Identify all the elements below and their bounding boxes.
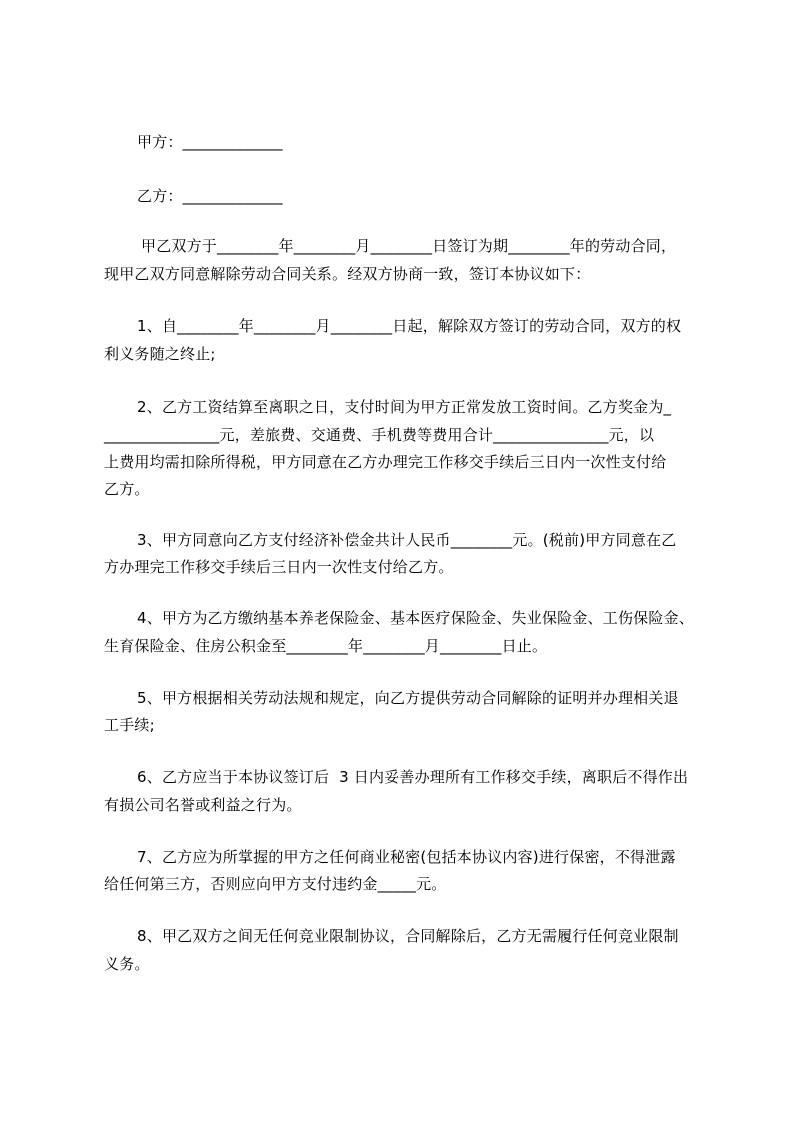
- party-a-line: 甲方：_____________: [137, 133, 283, 151]
- clause-4-line-1: 4、甲方为乙方缴纳基本养老保险金、基本医疗保险金、失业保险金、工伤保险金、: [137, 609, 694, 627]
- clause-5-line-2: 工手续;: [104, 716, 155, 734]
- clause-4-line-2: 生育保险金、住房公积金至________年________月________日止。: [104, 637, 548, 655]
- clause-2-line-3: 上费用均需扣除所得税，甲方同意在乙方办理完工作移交手续后三日内一次性支付给: [104, 453, 667, 471]
- clause-8-line-1: 8、甲乙双方之间无任何竞业限制协议，合同解除后，乙方无需履行任何竞业限制: [137, 927, 679, 945]
- clause-1-line-2: 利义务随之终止;: [104, 345, 216, 363]
- clause-2-line-2: _______________元，差旅费、交通费、手机费等费用合计_______________元，以: [104, 426, 655, 444]
- clause-3-line-1: 3、甲方同意向乙方支付经济补偿金共计人民币________元。(税前)甲方同意在乙: [137, 531, 677, 549]
- intro-line-2: 现甲乙双方同意解除劳动合同关系。经双方协商一致，签订本协议如下：: [104, 265, 591, 283]
- party-b-line: 乙方：_____________: [137, 187, 283, 205]
- clause-3-line-2: 方办理完工作移交手续后三日内一次性支付给乙方。: [104, 558, 454, 576]
- clause-6-line-1: 6、乙方应当于本协议签订后 3 日内妥善办理所有工作移交手续，离职后不得作出: [137, 768, 689, 786]
- clause-8-line-2: 义务。: [104, 955, 150, 973]
- clause-6-line-2: 有损公司名誉或利益之行为。: [104, 796, 302, 814]
- clause-5-line-1: 5、甲方根据相关劳动法规和规定，向乙方提供劳动合同解除的证明并办理相关退: [137, 689, 679, 707]
- clause-2-line-1: 2、乙方工资结算至离职之日，支付时间为甲方正常发放工资时间。乙方奖金为_: [137, 398, 672, 416]
- clause-7-line-1: 7、乙方应为所掌握的甲方之任何商业秘密(包括本协议内容)进行保密，不得泄露: [137, 848, 676, 866]
- clause-1-line-1: 1、自________年________月________日起，解除双方签订的劳动合同，双方的权: [137, 317, 682, 335]
- clause-2-line-4: 乙方。: [104, 480, 150, 498]
- intro-line-1: 甲乙双方于________年________月________日签订为期________年的劳动合同，: [141, 237, 677, 255]
- clause-7-line-2: 给任何第三方，否则应向甲方支付违约金_____元。: [104, 875, 447, 893]
